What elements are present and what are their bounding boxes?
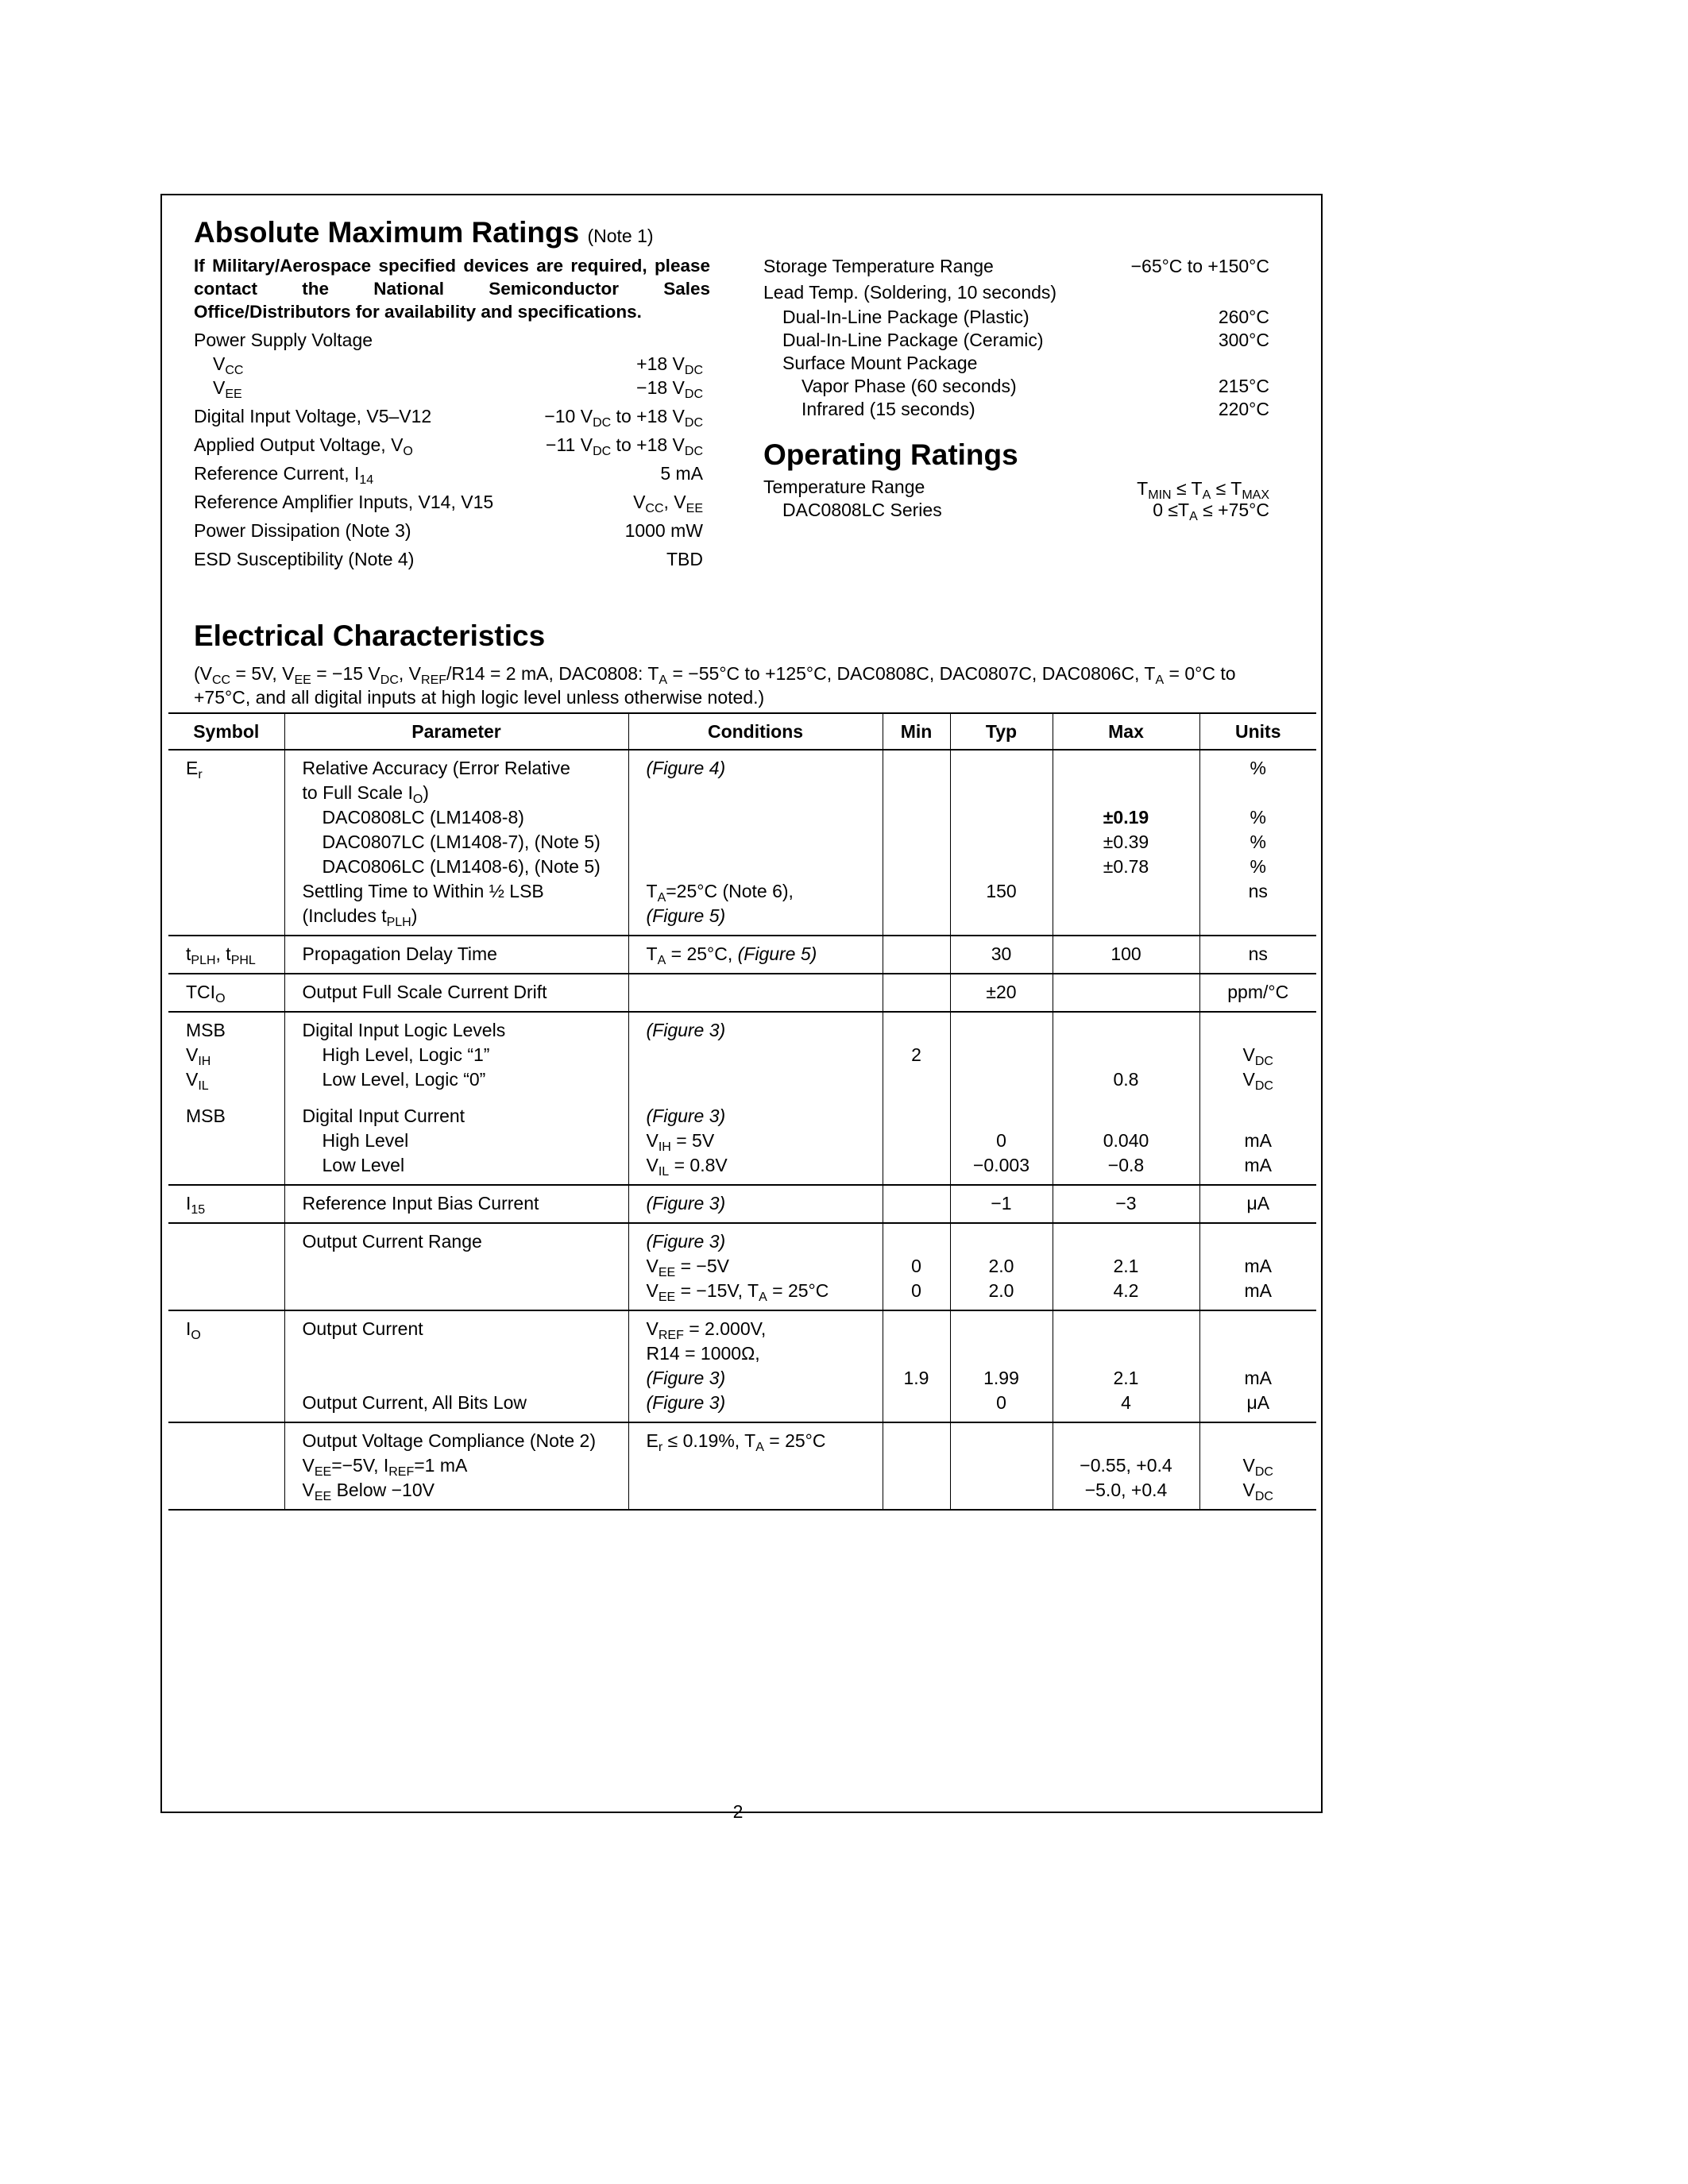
table-row: Output Voltage Compliance (Note 2) $V_{EE}=-5V$, $I_{REF}=1$ mA $V_{EE}$ Below −10V $E_r \le 0.19\%$, $T_A = 25^\circ C$ −0.55, +0.4 −5.0, +0.4 $V_{DC}$ $V_{DC}$: [168, 1422, 1316, 1510]
vapor-phase-value: 215°C: [1218, 376, 1269, 396]
table-row: $E_r$ Relative Accuracy (Error Relative to Full Scale $I_O$) DAC0808LC (LM1408-8) DAC0807LC (LM1408-7), (Note 5) DAC0806LC (LM1408-6), (Note 5) Settling Time to Within ½ LSB (Includes $t_{PLH}$) (Figure 4) $T_A=25^\circ C$ (Note 6), (Figure 5) 150 ±0.19 ±0.39 ±0.78 % % % % ns: [168, 750, 1316, 936]
table-row: Output Current Range (Figure 3) $V_{EE} = -5V$ $V_{EE} = -15V$, $T_A = 25^\circ C$ 0 0 2.0 2.0 2.1 4.2 mA mA: [168, 1223, 1316, 1310]
vee-label: $V_{EE}$: [213, 377, 242, 401]
esd-value: TBD: [666, 549, 703, 569]
table-row: MSB Digital Input Current High Level Low Level (Figure 3) $V_{IH} = 5V$ $V_{IL} = 0.8V$ 0 −0.003 0.040 −0.8 mA mA: [168, 1098, 1316, 1185]
header-min: Min: [883, 713, 950, 750]
header-max: Max: [1053, 713, 1199, 750]
power-supply-label: Power Supply Voltage: [194, 330, 373, 350]
dip-plastic-label: Dual-In-Line Package (Plastic): [782, 307, 1029, 327]
power-dissipation-value: 1000 mW: [624, 520, 703, 541]
dac0808lc-series-value: $0 \le T_A \le +75^\circ C$: [1153, 500, 1269, 523]
lead-temp-label: Lead Temp. (Soldering, 10 seconds): [763, 282, 1057, 303]
vapor-phase-label: Vapor Phase (60 seconds): [802, 376, 1017, 396]
header-units: Units: [1199, 713, 1316, 750]
op-ratings-title: Operating Ratings: [763, 438, 1018, 471]
table-row: $TCI_O$ Output Full Scale Current Drift ±20 ppm/°C: [168, 974, 1316, 1012]
vcc-label: $V_{CC}$: [213, 353, 244, 377]
infrared-label: Infrared (15 seconds): [802, 399, 975, 419]
abs-max-title: Absolute Maximum Ratings (Note 1): [194, 216, 654, 249]
elec-table: [168, 712, 1316, 1511]
ref-amp-inputs-value: $V_{CC}$, $V_{EE}$: [633, 492, 703, 515]
digital-input-voltage-value: −10 $V_{DC}$ to +18 $V_{DC}$: [544, 406, 703, 430]
applied-output-voltage-value: −11 $V_{DC}$ to +18 $V_{DC}$: [546, 434, 703, 458]
ref-amp-inputs-label: Reference Amplifier Inputs, V14, V15: [194, 492, 494, 512]
esd-label: ESD Susceptibility (Note 4): [194, 549, 415, 569]
header-conditions: Conditions: [628, 713, 883, 750]
reference-current-value: 5 mA: [660, 463, 703, 484]
elec-title: Electrical Characteristics: [194, 619, 546, 652]
power-dissipation-label: Power Dissipation (Note 3): [194, 520, 411, 541]
table-row: $I_O$ Output Current Output Current, All Bits Low $V_{REF} = 2.000V$, R14 = 1000Ω, (Figure 3) (Figure 3) 1.9 1.99 0 2.1 4 mA μA: [168, 1310, 1316, 1422]
temp-range-label: Temperature Range: [763, 477, 925, 497]
elec-conditions: ($V_{CC} = 5V$, $V_{EE} = -15$ $V_{DC}$, $V_{REF}/R14 = 2$ mA, DAC0808: $T_A = -55^\circ C$ to +125°C, DAC0808C, DAC0807C, DAC0806C, $T_A = 0^\circ C$ to +75°C, and all digital inputs at high logic level unless otherwise noted.): [194, 663, 1236, 708]
smp-label: Surface Mount Package: [782, 353, 978, 373]
dac0808lc-series-label: DAC0808LC Series: [782, 500, 942, 520]
vcc-value: +18 $V_{DC}$: [636, 353, 703, 377]
temp-range-value: $T_{MIN} \le T_A \le T_{MAX}$: [1137, 478, 1269, 502]
applied-output-voltage-label: Applied Output Voltage, $V_O$: [194, 434, 413, 458]
table-row: MSB $V_{IH}$ $V_{IL}$ Digital Input Logic Levels High Level, Logic “1” Low Level, Logic “0” (Figure 3) 2 0.8 $V_{DC}$ $V_{DC}$: [168, 1012, 1316, 1098]
storage-temp-label: Storage Temperature Range: [763, 256, 994, 276]
reference-current-label: Reference Current, $I_{14}$: [194, 463, 374, 487]
military-warning: If Military/Aerospace specified devices are required, please contact the National Semiconductor Sales Office/Distributors for availability and specifications.: [194, 256, 710, 322]
infrared-value: 220°C: [1218, 399, 1269, 419]
dip-ceramic-value: 300°C: [1218, 330, 1269, 350]
storage-temp-value: −65°C to +150°C: [1130, 256, 1269, 276]
page-number: 2: [732, 1801, 744, 1822]
dip-plastic-value: 260°C: [1218, 307, 1269, 327]
dip-ceramic-label: Dual-In-Line Package (Ceramic): [782, 330, 1044, 350]
table-header: [168, 713, 1316, 750]
table-row: $t_{PLH}$, $t_{PHL}$ Propagation Delay Time $T_A = 25^\circ C$, (Figure 5) 30 100 ns: [168, 936, 1316, 974]
header-symbol: Symbol: [168, 713, 284, 750]
header-parameter: Parameter: [284, 713, 628, 750]
table-row: $I_{15}$ Reference Input Bias Current (Figure 3) −1 −3 μA: [168, 1185, 1316, 1223]
vee-value: −18 $V_{DC}$: [636, 377, 703, 401]
header-typ: Typ: [950, 713, 1053, 750]
digital-input-voltage-label: Digital Input Voltage, V5–V12: [194, 406, 432, 426]
